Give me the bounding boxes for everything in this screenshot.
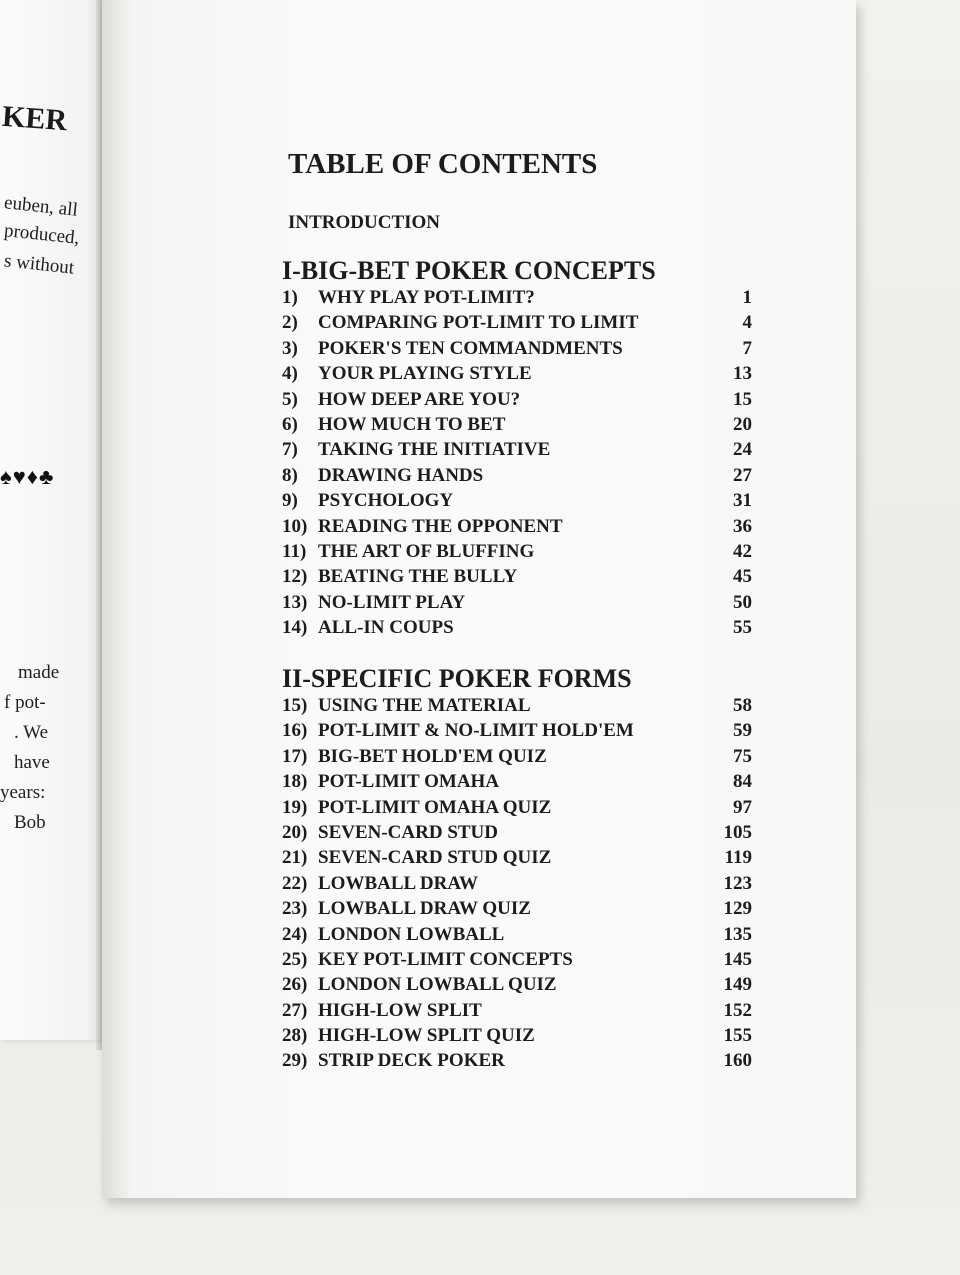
entry-page-number: 59	[733, 720, 752, 742]
entry-title: POKER'S TEN COMMANDMENTS	[318, 337, 623, 359]
toc-entry	[282, 1000, 752, 1025]
toc-entry	[282, 720, 752, 745]
left-page-line: years:	[0, 782, 46, 803]
entry-number: 8)	[282, 464, 298, 486]
entry-number: 17)	[282, 745, 308, 767]
entry-page-number: 13	[733, 363, 752, 385]
entry-title: LONDON LOWBALL	[318, 923, 505, 945]
entry-page-number: 145	[723, 948, 752, 970]
toc-entry	[282, 338, 752, 363]
entry-title: PSYCHOLOGY	[318, 490, 454, 512]
entry-page-number: 27	[733, 464, 752, 486]
entry-page-number: 105	[723, 821, 752, 843]
entry-page-number: 4	[742, 312, 752, 334]
entry-number: 19)	[282, 796, 308, 818]
entry-number: 28)	[282, 1025, 308, 1047]
left-page-line: Bob	[14, 812, 46, 833]
entry-page-number: 135	[723, 923, 752, 945]
section-title: I-BIG-BET POKER CONCEPTS	[282, 256, 656, 285]
card-suits-icon: ♠♥♦♣	[0, 464, 55, 489]
entry-number: 6)	[282, 413, 298, 435]
entry-number: 12)	[282, 566, 308, 588]
entry-page-number: 50	[733, 591, 752, 613]
entry-title: YOUR PLAYING STYLE	[318, 363, 532, 385]
entry-page-number: 129	[723, 898, 752, 920]
entry-number: 9)	[282, 490, 298, 512]
entry-number: 13)	[282, 591, 308, 613]
entry-number: 7)	[282, 439, 298, 461]
entry-page-number: 97	[733, 796, 752, 818]
entry-title: KEY POT-LIMIT CONCEPTS	[318, 948, 573, 970]
entry-title: LOWBALL DRAW QUIZ	[318, 898, 531, 920]
entry-title: POT-LIMIT OMAHA	[318, 771, 500, 793]
entry-number: 3)	[282, 337, 298, 359]
entry-page-number: 123	[723, 872, 752, 894]
toc-entry	[282, 465, 752, 490]
entry-title: COMPARING POT-LIMIT TO LIMIT	[318, 312, 639, 334]
entry-number: 16)	[282, 720, 308, 742]
toc-entry	[282, 1050, 752, 1075]
entry-page-number: 1	[742, 287, 752, 308]
toc-introduction: INTRODUCTION	[288, 212, 441, 233]
toc-entry	[282, 974, 752, 999]
entry-title: POT-LIMIT OMAHA QUIZ	[318, 796, 552, 818]
entry-title: NO-LIMIT PLAY	[318, 591, 466, 613]
entry-number: 14)	[282, 617, 308, 639]
entry-title: LOWBALL DRAW	[318, 872, 478, 894]
entry-title: HIGH-LOW SPLIT	[318, 999, 482, 1021]
entry-number: 27)	[282, 999, 308, 1021]
entry-title: HOW DEEP ARE YOU?	[318, 388, 521, 410]
entry-page-number: 45	[733, 566, 752, 588]
toc-entry	[282, 924, 752, 949]
entry-page-number: 155	[723, 1025, 752, 1047]
toc-entry	[282, 617, 752, 642]
entry-number: 10)	[282, 515, 308, 537]
toc-section-list	[282, 695, 752, 1076]
entry-number: 26)	[282, 974, 308, 996]
entry-number: 23)	[282, 898, 308, 920]
entry-title: USING THE MATERIAL	[318, 695, 531, 716]
entry-title: DRAWING HANDS	[318, 464, 484, 486]
toc-entry	[282, 898, 752, 923]
entry-page-number: 24	[733, 439, 752, 461]
entry-title: SEVEN-CARD STUD	[318, 821, 498, 843]
entry-number: 2)	[282, 312, 298, 334]
toc-entry	[282, 312, 752, 337]
entry-title: HIGH-LOW SPLIT QUIZ	[318, 1025, 535, 1047]
entry-number: 15)	[282, 695, 308, 716]
toc-entry	[282, 490, 752, 515]
toc-entry	[282, 287, 752, 312]
toc-section-list	[282, 287, 752, 642]
toc-entry	[282, 592, 752, 617]
entry-title: TAKING THE INITIATIVE	[318, 439, 551, 461]
toc-entry	[282, 541, 752, 566]
left-page-line: produced,	[3, 220, 81, 249]
left-page-line: euben, all	[3, 192, 79, 221]
entry-number: 5)	[282, 388, 298, 410]
toc-entry	[282, 414, 752, 439]
entry-number: 22)	[282, 872, 308, 894]
toc-entry	[282, 847, 752, 872]
toc-entry	[282, 771, 752, 796]
entry-page-number: 152	[723, 999, 752, 1021]
toc-entry	[282, 439, 752, 464]
toc-entry	[282, 363, 752, 388]
entry-page-number: 20	[733, 413, 752, 435]
entry-title: ALL-IN COUPS	[318, 617, 454, 639]
entry-page-number: 15	[733, 388, 752, 410]
left-page-line: . We	[14, 722, 49, 743]
entry-page-number: 119	[724, 847, 752, 869]
left-page-line: s without	[3, 250, 76, 279]
entry-title: WHY PLAY POT-LIMIT?	[318, 287, 535, 308]
toc-entry	[282, 695, 752, 720]
toc-entry	[282, 566, 752, 591]
toc-title: TABLE OF CONTENTS	[288, 148, 598, 180]
toc-entry	[282, 873, 752, 898]
entry-number: 21)	[282, 847, 308, 869]
left-page-line: f pot-	[4, 692, 46, 713]
entry-title: HOW MUCH TO BET	[318, 413, 506, 435]
entry-page-number: 31	[733, 490, 752, 512]
section-title: II-SPECIFIC POKER FORMS	[282, 664, 632, 693]
entry-title: STRIP DECK POKER	[318, 1050, 505, 1072]
entry-title: THE ART OF BLUFFING	[318, 540, 535, 562]
entry-page-number: 75	[733, 745, 752, 767]
entry-title: LONDON LOWBALL QUIZ	[318, 974, 557, 996]
toc-entry	[282, 746, 752, 771]
entry-page-number: 58	[733, 695, 752, 716]
toc-entry	[282, 1025, 752, 1050]
entry-title: READING THE OPPONENT	[318, 515, 563, 537]
left-page-line: made	[18, 662, 60, 683]
toc-entry	[282, 516, 752, 541]
toc-entry	[282, 822, 752, 847]
entry-title: POT-LIMIT & NO-LIMIT HOLD'EM	[318, 720, 634, 742]
entry-page-number: 84	[733, 771, 752, 793]
entry-number: 25)	[282, 948, 308, 970]
entry-number: 29)	[282, 1050, 308, 1072]
left-page-heading: KER	[0, 99, 69, 138]
entry-number: 20)	[282, 821, 308, 843]
left-page-line: have	[14, 752, 50, 773]
toc-entry	[282, 389, 752, 414]
entry-number: 24)	[282, 923, 308, 945]
entry-page-number: 55	[733, 617, 752, 639]
toc-entry	[282, 949, 752, 974]
entry-title: BIG-BET HOLD'EM QUIZ	[318, 745, 547, 767]
entry-page-number: 160	[723, 1050, 752, 1072]
entry-number: 4)	[282, 363, 298, 385]
left-page	[0, 0, 108, 1040]
entry-title: SEVEN-CARD STUD QUIZ	[318, 847, 552, 869]
entry-number: 18)	[282, 771, 308, 793]
entry-page-number: 149	[723, 974, 752, 996]
entry-page-number: 7	[742, 337, 752, 359]
toc-entry	[282, 797, 752, 822]
entry-number: 11)	[282, 540, 307, 562]
entry-number: 1)	[282, 287, 298, 308]
entry-page-number: 42	[733, 540, 752, 562]
entry-title: BEATING THE BULLY	[318, 566, 518, 588]
entry-page-number: 36	[733, 515, 752, 537]
